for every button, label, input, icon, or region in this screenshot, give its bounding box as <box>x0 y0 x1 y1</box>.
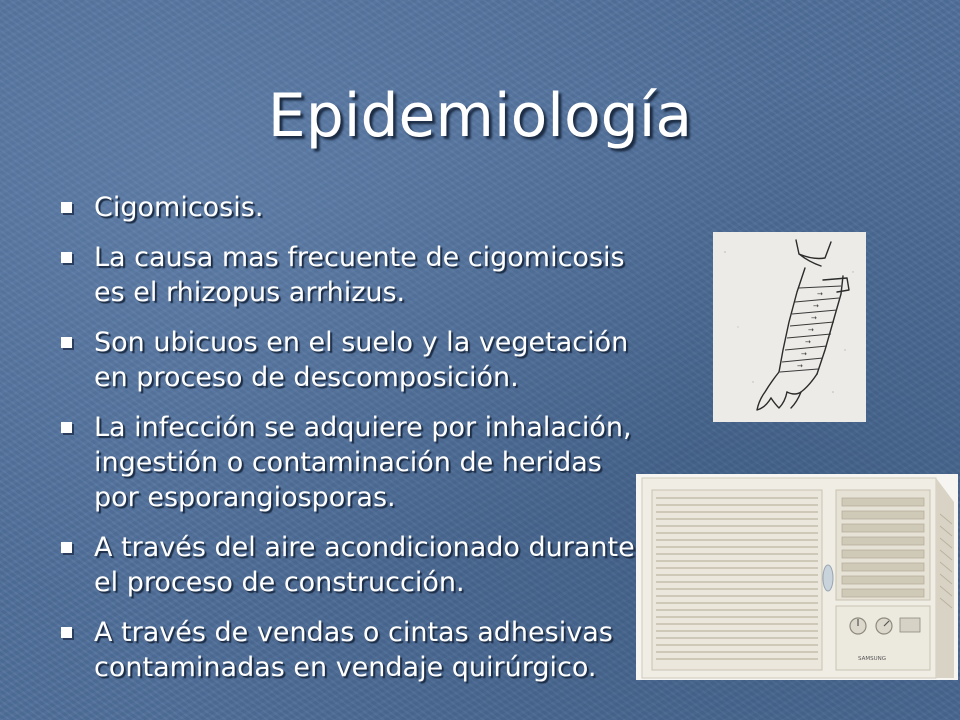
bullet-marker-icon <box>61 422 72 433</box>
bullet-text: La causa mas frecuente de cigomicosis es el rhizopus arrhizus. <box>94 242 625 308</box>
bullet-marker-icon <box>61 542 72 553</box>
bullet-text: A través del aire acondicionado durante el proceso de construcción. <box>94 532 635 598</box>
bullet-item <box>58 190 648 225</box>
bullet-item <box>58 530 648 600</box>
bullet-item <box>58 240 648 310</box>
svg-text:→: → <box>805 338 811 346</box>
svg-text:→: → <box>797 362 803 370</box>
svg-text:→: → <box>817 290 823 298</box>
air-conditioner-image <box>636 474 958 680</box>
bandaged-arm-icon <box>713 232 866 422</box>
bandaged-arm-image <box>713 232 866 422</box>
bullet-item <box>58 410 648 515</box>
bullet-item <box>58 615 648 685</box>
bullet-text: Cigomicosis. <box>94 192 264 223</box>
air-conditioner-brand: SAMSUNG <box>858 656 886 662</box>
svg-text:→: → <box>801 350 807 358</box>
svg-text:→: → <box>813 302 819 310</box>
bullet-marker-icon <box>61 252 72 263</box>
bullet-marker-icon <box>61 337 72 348</box>
bullet-text: Son ubicuos en el suelo y la vegetación en proceso de descomposición. <box>94 327 629 393</box>
bullet-marker-icon <box>61 627 72 638</box>
svg-text:→: → <box>808 326 814 334</box>
bullet-list <box>58 190 648 700</box>
air-conditioner-icon <box>636 474 958 680</box>
bullet-text: La infección se adquiere por inhalación, ingestión o contaminación de heridas por esporangiosporas. <box>94 412 632 513</box>
bullet-marker-icon <box>61 202 72 213</box>
svg-text:→: → <box>811 314 817 322</box>
slide-title: Epidemiología <box>267 81 693 151</box>
bullet-item <box>58 325 648 395</box>
bullet-text: A través de vendas o cintas adhesivas contaminadas en vendaje quirúrgico. <box>94 617 613 683</box>
